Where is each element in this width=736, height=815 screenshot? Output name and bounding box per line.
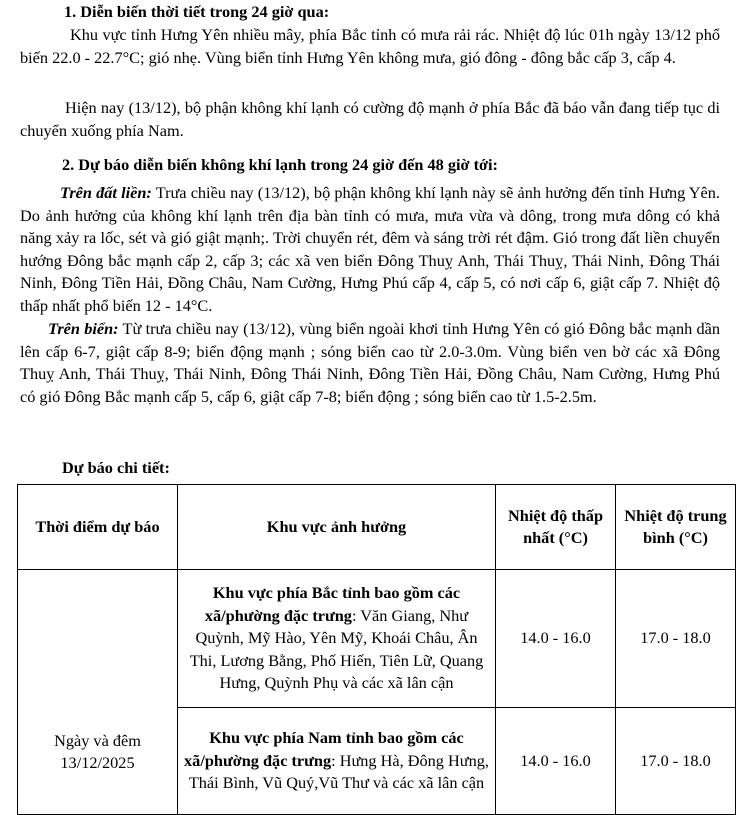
sea-lead: Trên biển:	[48, 319, 119, 338]
forecast-time-line2: 13/12/2025	[60, 753, 135, 772]
sea-text: Từ trưa chiều nay (13/12), vùng biển ngoài khơi tỉnh Hưng Yên có gió Đông bắc mạnh dần lên cấp 6-7, giật cấp 8-9; biển động mạnh ; sóng biển cao từ 2.0-3.0m. Vùng biển ven bờ các xã Đông Thuỵ Anh, Thái Thuỵ, Thái Ninh, Đông Thái Ninh, Đông Tiền Hải, Đồng Châu, Nam Cường, Hưng Phú có gió Đông Bắc mạnh cấp 5, cấp 6, giật cấp 7-8; biển động ; sóng biển cao từ 1.5-2.5m.	[20, 319, 720, 406]
region-north-communes: : Văn Giang, Như Quỳnh, Mỹ Hào, Yên Mỹ, Khoái Châu, Ân Thi, Lương Bằng, Phố Hiến, Tiên Lữ, Quang Hưng, Quỳnh Phụ và các xã lân cận	[189, 605, 484, 693]
section1-paragraph-current: Hiện nay (13/12), bộ phận không khí lạnh có cường độ mạnh ở phía Bắc đã báo vẫn đang tiếp tục di chuyển xuống phía Nam.	[20, 98, 720, 140]
section1-heading: 1. Diễn biến thời tiết trong 24 giờ qua:	[64, 2, 330, 21]
region-south-cell	[178, 707, 496, 814]
north-min-temp: 14.0 - 16.0	[496, 570, 616, 708]
section1-para1-rest: 13/12 phổ biến 22.0 - 22.7°C; gió nhẹ. Vùng biển tỉnh Hưng Yên không mưa, gió đông - đông bắc cấp 3, cấp 4.	[20, 25, 720, 67]
region-south-name: Khu vực phía Nam tỉnh bao gồm các xã/phường đặc trưng	[184, 728, 464, 770]
header-time: Thời điểm dự báo	[18, 485, 178, 570]
section1-paragraph-observed	[20, 24, 720, 69]
region-north-cell	[178, 570, 496, 708]
header-area: Khu vực ảnh hưởng	[178, 485, 496, 570]
header-avg-temp: Nhiệt độ trung bình (°C)	[616, 485, 736, 570]
table-header-row	[18, 485, 736, 570]
land-text: Trưa chiều nay (13/12), bộ phận không khí lạnh này sẽ ảnh hưởng đến tỉnh Hưng Yên. Do ảnh hưởng của không khí lạnh trên địa bàn tỉnh có mưa, mưa vừa và dông, trong mưa dông có khả năng xảy ra lốc, sét và gió giật mạnh;. Trời chuyển rét, đêm và sáng trời rét đậm. Gió trong đất liền chuyển hướng Đông bắc mạnh cấp 2, cấp 3; các xã ven biển Đông Thuỵ Anh, Thái Thuỵ, Thái Ninh, Đông Thái Ninh, Đông Tiền Hải, Đồng Châu, Nam Cường, Hưng Phú cấp 4, cấp 5, có nơi cấp 6, giật cấp 7. Nhiệt độ thấp nhất phổ biến 12 - 14°C.	[20, 183, 720, 315]
section1-para1-line1: Khu vực tỉnh Hưng Yên nhiều mây, phía Bắc tỉnh có mưa rải rác. Nhiệt độ lúc 01h ngày	[70, 25, 650, 44]
region-south-communes: : Hưng Hà, Đông Hưng, Thái Bình, Vũ Quý,Vũ Thư và các xã lân cận	[188, 750, 489, 793]
region-north-name: Khu vực phía Bắc tỉnh bao gồm các xã/phường đặc trưng	[204, 583, 461, 625]
forecast-table	[17, 484, 736, 815]
forecast-time-line1: Ngày và đêm	[54, 730, 141, 750]
south-min-temp: 14.0 - 16.0	[496, 707, 616, 814]
land-lead: Trên đất liền:	[60, 183, 152, 202]
section2-paragraph-land	[20, 182, 720, 318]
forecast-time-cell	[18, 570, 178, 815]
south-avg-temp: 17.0 - 18.0	[616, 707, 736, 814]
detail-forecast-label: Dự báo chi tiết:	[62, 458, 170, 477]
section2-paragraph-sea	[20, 318, 720, 408]
section2-heading: 2. Dự báo diễn biến không khí lạnh trong 24 giờ đến 48 giờ tới:	[62, 155, 498, 174]
header-min-temp: Nhiệt độ thấp nhất (°C)	[496, 485, 616, 570]
north-avg-temp: 17.0 - 18.0	[616, 570, 736, 708]
table-row	[18, 570, 736, 708]
